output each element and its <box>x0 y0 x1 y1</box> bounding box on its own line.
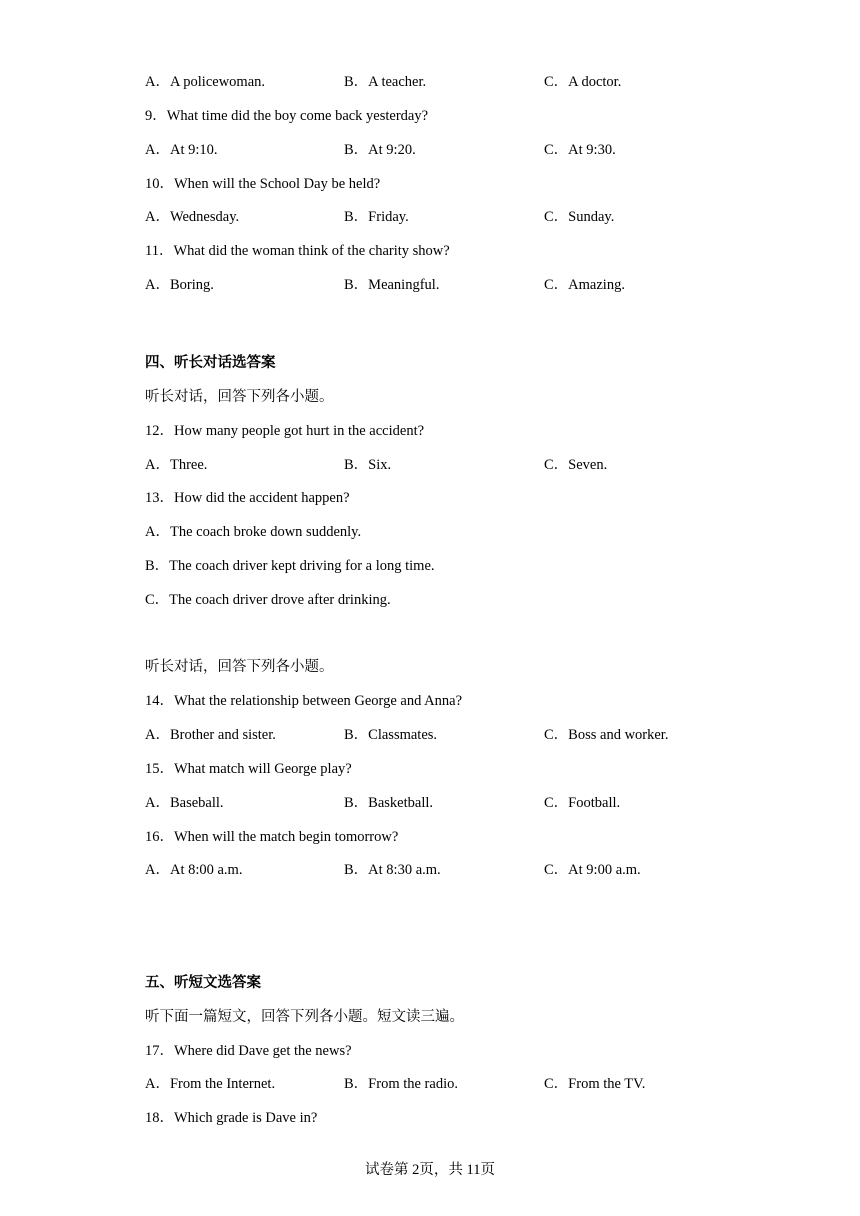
q9-option-b: B．At 9:20. <box>344 142 416 158</box>
q15-option-a: A．Baseball. <box>145 795 224 811</box>
section5-instruction: 听下面一篇短文，回答下列各小题。短文读三遍。 <box>145 1009 464 1025</box>
section4-heading: 四、听长对话选答案 <box>145 355 276 371</box>
q12-option-c: C．Seven. <box>544 457 608 473</box>
q13-option-c: C．The coach driver drove after drinking. <box>145 592 391 608</box>
q14-question: 14．What the relationship between George and Anna? <box>145 693 463 709</box>
q13-question: 13．How did the accident happen? <box>145 490 350 506</box>
q9-option-a: A．At 9:10. <box>145 142 218 158</box>
q15-question: 15．What match will George play? <box>145 761 352 777</box>
q8-option-b: B．A teacher. <box>344 74 427 90</box>
q13-option-a: A．The coach broke down suddenly. <box>145 524 362 540</box>
q10-question: 10．When will the School Day be held? <box>145 176 381 192</box>
q17-option-b: B．From the radio. <box>344 1076 458 1092</box>
page-footer: 试卷第 2页，共 11页 <box>365 1162 495 1178</box>
q16-option-a: A．At 8:00 a.m. <box>145 862 243 878</box>
section4-instruction-1: 听长对话，回答下列各小题。 <box>145 389 334 405</box>
q10-option-a: A．Wednesday. <box>145 209 240 225</box>
q17-option-a: A．From the Internet. <box>145 1076 276 1092</box>
q14-option-b: B．Classmates. <box>344 727 438 743</box>
q10-option-c: C．Sunday. <box>544 209 615 225</box>
q12-option-a: A．Three. <box>145 457 208 473</box>
q11-question: 11．What did the woman think of the charity show? <box>145 243 450 259</box>
q15-option-b: B．Basketball. <box>344 795 434 811</box>
q9-option-c: C．At 9:30. <box>544 142 616 158</box>
q9-question: 9．What time did the boy come back yesterday? <box>145 108 429 124</box>
q8-option-c: C．A doctor. <box>544 74 622 90</box>
q16-option-b: B．At 8:30 a.m. <box>344 862 441 878</box>
q8-option-a: A．A policewoman. <box>145 74 266 90</box>
q11-option-a: A．Boring. <box>145 277 214 293</box>
q10-option-b: B．Friday. <box>344 209 409 225</box>
q14-option-c: C．Boss and worker. <box>544 727 669 743</box>
q16-question: 16．When will the match begin tomorrow? <box>145 829 399 845</box>
q16-option-c: C．At 9:00 a.m. <box>544 862 641 878</box>
section5-heading: 五、听短文选答案 <box>145 975 261 991</box>
q17-option-c: C．From the TV. <box>544 1076 646 1092</box>
q12-option-b: B．Six. <box>344 457 392 473</box>
q13-option-b: B．The coach driver kept driving for a long time. <box>145 558 435 574</box>
section4-instruction-2: 听长对话，回答下列各小题。 <box>145 659 334 675</box>
q15-option-c: C．Football. <box>544 795 621 811</box>
q14-option-a: A．Brother and sister. <box>145 727 276 743</box>
q11-option-b: B．Meaningful. <box>344 277 440 293</box>
q18-question: 18．Which grade is Dave in? <box>145 1110 318 1126</box>
q11-option-c: C．Amazing. <box>544 277 625 293</box>
q12-question: 12．How many people got hurt in the accident? <box>145 423 425 439</box>
q17-question: 17．Where did Dave get the news? <box>145 1043 352 1059</box>
